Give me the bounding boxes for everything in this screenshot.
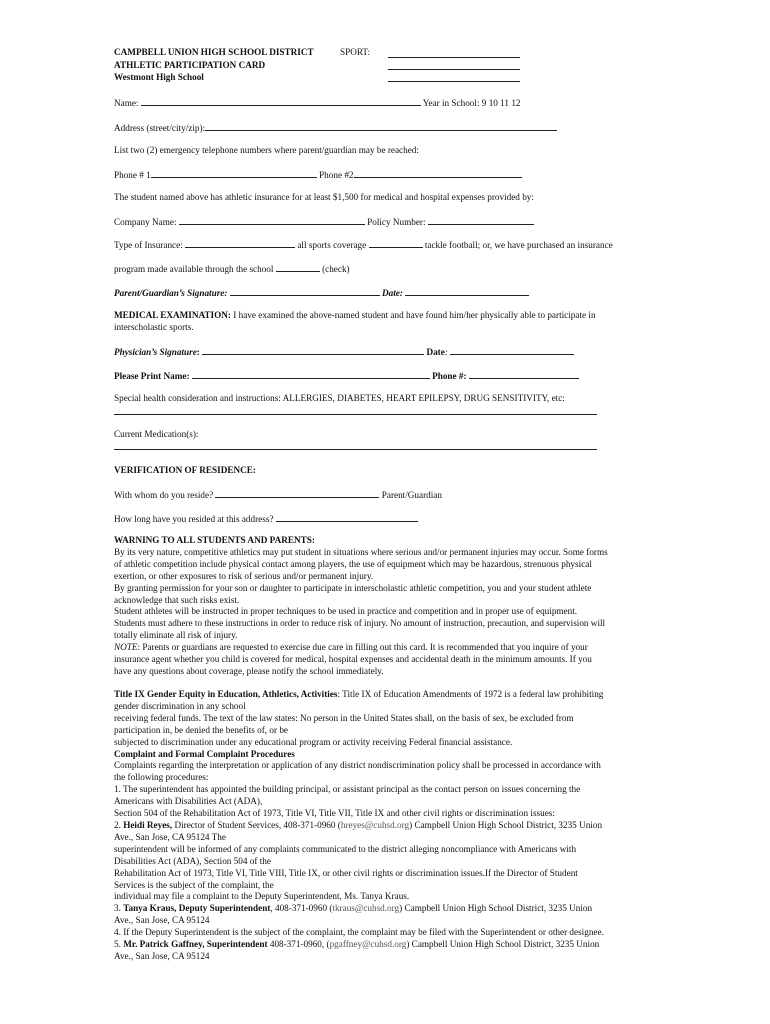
complaint-line: Complaints regarding the interpretation or application of any district nondiscrimination policy shall be processed in accordance with [114,760,601,771]
parent-signature-row [114,286,529,299]
email-link[interactable]: hreyes@cuhsd.org [340,819,410,830]
warning-line: By granting permission for your son or daughter to participate in interscholastic athletic competition, you and your student athlete [114,582,592,593]
title-ix-line: subjected to discrimination under any educational program or activity receiving Federal financial assistance. [114,736,513,747]
contact-tanya-kraus [114,903,662,915]
parent-signature-field[interactable] [230,286,380,296]
complaint-line: Services is the subject of the complaint, the [114,879,274,890]
physician-signature-field[interactable] [202,345,424,355]
complaint-line: the following procedures: [114,772,209,783]
note-text: have any questions about coverage, please notify the school immediately. [114,665,384,676]
parent-date-label: Date: [382,288,403,298]
contact-text: , 408-371-0960 ( [270,903,333,914]
parent-guardian-label: Parent/Guardian [381,490,442,500]
warning-line: acknowledge that such risks exist. [114,594,240,605]
year-label: Year in School: 9 10 11 12 [422,98,521,108]
contact-text: 408-371-0960, ( [267,939,330,950]
address-row [114,121,557,134]
name-label: Name: [114,98,139,108]
title-ix-section [114,689,662,963]
note-line [114,642,662,654]
special-health-label: Special health consideration and instructions: ALLERGIES, DIABETES, HEART EPILEPSY, DRUG SENSITIVITY, etc: [114,393,565,403]
complaint-line: Ave., San Jose, CA 95124 [114,915,210,926]
title-ix-heading: Title IX Gender Equity in Education, Athletics, Activities [114,689,338,699]
insurance-statement: The student named above has athletic insurance for at least $1,500 for medical and hospital expenses provided by: [114,192,534,202]
sport-field-2[interactable] [388,69,520,70]
print-name-row [114,369,579,382]
warning-section [114,535,662,678]
note-text: : Parents or guardians are requested to exercise due care in filling out this card. It is recommended that you inquire of your [137,642,588,653]
card-title: ATHLETIC PARTICIPATION CARD [114,60,266,70]
title-ix-line: participation in, be denied the benefits of, or be [114,724,288,735]
sport-label: SPORT: [340,47,371,57]
warning-line: Student athletes will be instructed in proper techniques to be used in practice and competition and in proper use of equipment. [114,606,578,617]
complaint-line: Ave., San Jose, CA 95124 [114,950,210,961]
program-label: program made available through the school [114,264,274,274]
complaint-line: individual may file a complaint to the Deputy Superintendent, Ms. Tanya Kraus. [114,891,410,902]
check-label: (check) [322,264,350,274]
company-field[interactable] [179,215,365,225]
email-link[interactable]: tkraus@cuhsd.org [332,903,400,914]
print-name-label: Please Print Name: [114,371,190,381]
contact-name: Mr. Patrick Gaffney, Superintendent [123,939,268,950]
program-row [114,262,350,275]
sport-field-3[interactable] [388,81,520,82]
physician-date-label: Date [426,347,445,357]
all-sports-label: all sports coverage [297,240,367,250]
district-title: CAMPBELL UNION HIGH SCHOOL DISTRICT [114,47,314,57]
contact-text: Director of Student Services, 408-371-0960 ( [172,819,341,830]
address-field[interactable] [205,121,557,131]
insurance-type-row [114,238,613,251]
address-label: Address (street/city/zip): [114,123,206,133]
policy-label: Policy Number: [367,217,426,227]
insurance-type-field[interactable] [185,238,295,248]
tackle-label: tackle football; or, we have purchased an insurance [424,240,613,250]
reside-row [114,488,442,501]
complaint-line: Ave., San Jose, CA 95124 The [114,831,226,842]
complaint-line: Disabilities Act (ADA), Section 504 of the [114,855,271,866]
name-row [114,96,521,109]
title-ix-intro [114,689,662,701]
warning-line: of athletic competition include physical contact among players, the use of equipment which may be hazardous, strenuous physical [114,558,592,569]
colon: : [196,347,200,357]
warning-line: Students must adhere to these instructions in order to reduce risk of injury. No amount of instruction, precaution, and supervision will [114,618,606,629]
medical-exam-line1 [114,309,596,321]
warning-line: By its very nature, competitive athletics may put student in situations where serious and/or permanent injuries may occur. Some forms [114,546,608,557]
contact-tail: ) Campbell Union High School District, 3235 Union [406,939,600,950]
all-sports-field[interactable] [369,238,423,248]
warning-line: exertion, or other exposures to risk of serious and/or permanent injury. [114,570,374,581]
print-name-field[interactable] [192,369,430,379]
complaint-line: Americans with Disabilities Act (ADA), [114,796,263,807]
title-ix-intro-text: : Title IX of Education Amendments of 1972 is a federal law prohibiting [337,689,604,699]
name-field[interactable] [141,96,421,106]
contact-tail: ) Campbell Union High School District, 3235 Union [399,903,593,914]
program-check-field[interactable] [276,262,320,272]
reside-label: With whom do you reside? [114,490,214,500]
phone-row [114,168,522,181]
item-number: 3. [114,903,124,914]
note-text: insurance agent whether you child is covered for medical, hospital expenses and accidental death in the minimum amounts. If you [114,654,592,665]
medical-exam-line2: interscholastic sports. [114,322,194,332]
emergency-instruction: List two (2) emergency telephone numbers where parent/guardian may be reached: [114,145,419,155]
insurance-type-label: Type of Insurance: [114,240,183,250]
complaint-line: Rehabilitation Act of 1973, Title VI, Title VIII, Title IX, or other civil rights or discrimination issues.If the Director of Student [114,867,578,878]
residence-heading: VERIFICATION OF RESIDENCE: [114,465,256,475]
title-ix-line: gender discrimination in any school [114,700,246,711]
contact-patrick-gaffney [114,939,662,951]
warning-line: totally eliminate all risk of injury. [114,630,238,641]
sport-field[interactable] [388,57,520,58]
physician-signature-row [114,345,574,358]
how-long-label: How long have you resided at this address? [114,514,274,524]
complaint-heading: Complaint and Formal Complaint Procedures [114,748,295,759]
how-long-row [114,512,418,525]
medication-field[interactable] [114,449,597,450]
medication-label: Current Medication(s): [114,429,199,439]
special-health-field[interactable] [114,414,597,415]
company-label: Company Name: [114,217,177,227]
complaint-line: 1. The superintendent has appointed the building principal, or assistant principal as the contact person on issues concerning the [114,784,581,795]
how-long-field[interactable] [276,512,418,522]
physician-signature-label: Physician’s Signature [114,347,197,357]
phone2-label: Phone #2 [319,170,354,180]
item-number: 5. [114,939,124,950]
complaint-line: superintendent will be informed of any complaints communicated to the district alleging noncompliance with Americans with [114,843,577,854]
physician-phone-field[interactable] [469,369,579,379]
reside-field[interactable] [215,488,379,498]
district-name [114,46,314,58]
contact-name: Heidi Reyes, [123,819,173,830]
physician-date-field[interactable] [450,345,574,355]
contact-name: Tanya Kraus, Deputy Superintendent [123,903,271,914]
warning-heading: WARNING TO ALL STUDENTS AND PARENTS: [114,535,315,545]
medical-heading: MEDICAL EXAMINATION: [114,310,231,320]
parent-date-field[interactable] [405,286,529,296]
medical-text: I have examined the above-named student and have found him/her physically able to participate in [230,310,596,320]
complaint-line: Section 504 of the Rehabilitation Act of 1973, Title VI, Title VII, Title IX and other civil rights or discrimination issues: [114,808,555,819]
parent-signature-label: Parent/Guardian’s Signature: [114,288,228,298]
title-ix-line: receiving federal funds. The text of the law states: No person in the United States shall, on the basis of sex, be excluded from [114,712,574,723]
item-number: 2. [114,819,124,830]
company-row [114,215,534,228]
contact-heidi-reyes [114,820,662,832]
complaint-line: 4. If the Deputy Superintendent is the subject of the complaint, the complaint may be filed with the Superintendent or other designee. [114,927,604,938]
phone1-label: Phone # 1 [114,170,151,180]
note-label: NOTE [114,642,138,653]
colon: : [444,347,448,357]
contact-tail: ) Campbell Union High School District, 3235 Union [409,819,603,830]
phone2-field[interactable] [354,168,522,178]
physician-phone-label: Phone #: [432,371,467,381]
policy-field[interactable] [428,215,534,225]
email-link[interactable]: pgaffney@cuhsd.org [329,939,407,950]
school-name: Westmont High School [114,72,204,82]
phone1-field[interactable] [151,168,317,178]
